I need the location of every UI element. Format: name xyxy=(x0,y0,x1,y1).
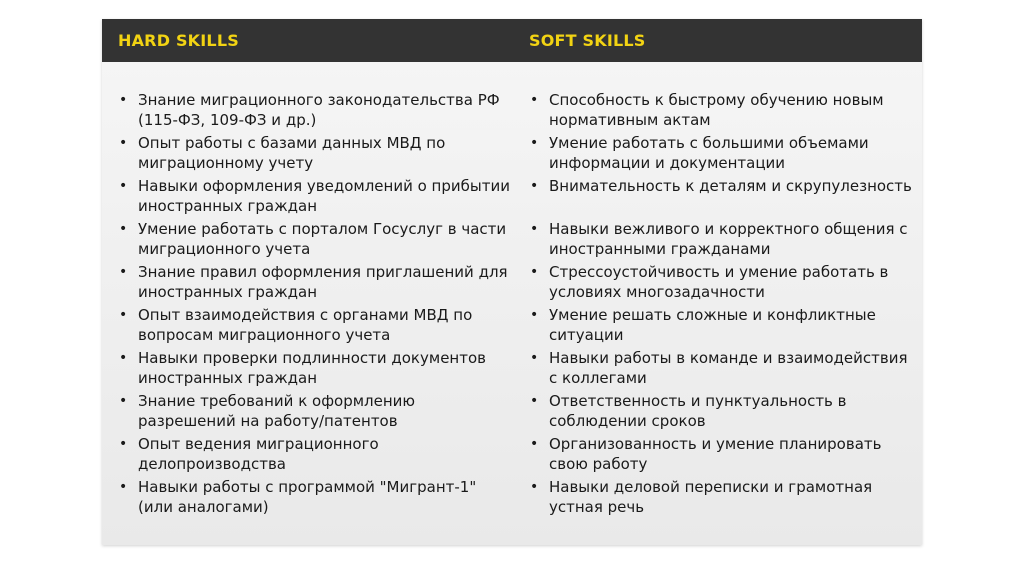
list-item-text: Способность к быстрому обучению новым нормативным актам xyxy=(549,91,884,129)
bullet-dot-icon: • xyxy=(530,264,539,280)
bullet-dot-icon: • xyxy=(119,393,128,409)
bullet-dot-icon: • xyxy=(530,393,539,409)
bullet-dot-icon: • xyxy=(530,178,539,194)
list-item xyxy=(118,177,513,216)
bullet-dot-icon: • xyxy=(119,479,128,495)
list-item xyxy=(118,306,513,345)
bullet-dot-icon: • xyxy=(530,92,539,108)
bullet-dot-icon: • xyxy=(530,135,539,151)
list-item-text: Опыт взаимодействия с органами МВД по вопросам миграционного учета xyxy=(138,306,473,344)
hard-skills-heading: HARD SKILLS xyxy=(118,31,239,50)
list-item xyxy=(529,263,914,302)
list-item xyxy=(529,91,914,130)
list-item xyxy=(529,306,914,345)
list-item xyxy=(118,349,513,388)
list-item xyxy=(529,177,914,216)
bullet-dot-icon: • xyxy=(119,178,128,194)
soft-skills-list xyxy=(529,91,914,521)
bullet-dot-icon: • xyxy=(119,92,128,108)
bullet-dot-icon: • xyxy=(119,436,128,452)
list-item xyxy=(118,435,513,474)
bullet-dot-icon: • xyxy=(530,436,539,452)
bullet-dot-icon: • xyxy=(119,264,128,280)
list-item-text: Опыт работы с базами данных МВД по миграционному учету xyxy=(138,134,446,172)
list-item-text: Навыки оформления уведомлений о прибытии иностранных граждан xyxy=(138,177,510,215)
list-item-text: Умение решать сложные и конфликтные ситуации xyxy=(549,306,876,344)
list-item-text: Умение работать с большими объемами информации и документации xyxy=(549,134,869,172)
hard-skills-list xyxy=(118,91,513,521)
bullet-dot-icon: • xyxy=(530,307,539,323)
list-item-text: Опыт ведения миграционного делопроизводства xyxy=(138,435,379,473)
list-item-text: Навыки вежливого и корректного общения с иностранными гражданами xyxy=(549,220,908,258)
bullet-dot-icon: • xyxy=(119,135,128,151)
bullet-dot-icon: • xyxy=(530,350,539,366)
list-item xyxy=(529,478,914,517)
list-item xyxy=(118,91,513,130)
list-item xyxy=(529,349,914,388)
skills-table xyxy=(102,19,922,545)
list-item xyxy=(529,435,914,474)
list-item xyxy=(118,392,513,431)
list-item-text: Знание миграционного законодательства РФ (115-ФЗ, 109-ФЗ и др.) xyxy=(138,91,500,129)
list-item-text: Внимательность к деталям и скрупулезность xyxy=(549,177,912,195)
bullet-dot-icon: • xyxy=(530,479,539,495)
list-item-text: Организованность и умение планировать свою работу xyxy=(549,435,882,473)
list-item-text: Стрессоустойчивость и умение работать в условиях многозадачности xyxy=(549,263,889,301)
list-item-text: Навыки работы в команде и взаимодействия с коллегами xyxy=(549,349,908,387)
list-item-text: Знание требований к оформлению разрешений на работу/патентов xyxy=(138,392,416,430)
list-item xyxy=(118,134,513,173)
soft-skills-heading: SOFT SKILLS xyxy=(529,31,646,50)
list-item-text: Навыки проверки подлинности документов иностранных граждан xyxy=(138,349,486,387)
list-item-text: Знание правил оформления приглашений для иностранных граждан xyxy=(138,263,508,301)
list-item xyxy=(529,220,914,259)
list-item xyxy=(529,392,914,431)
bullet-dot-icon: • xyxy=(119,350,128,366)
list-item-text: Навыки работы с программой "Мигрант-1" (или аналогами) xyxy=(138,478,477,516)
bullet-dot-icon: • xyxy=(530,221,539,237)
list-item-text: Навыки деловой переписки и грамотная устная речь xyxy=(549,478,873,516)
list-item-text: Ответственность и пунктуальность в соблюдении сроков xyxy=(549,392,847,430)
list-item-text: Умение работать с порталом Госуслуг в части миграционного учета xyxy=(138,220,507,258)
list-item xyxy=(118,263,513,302)
bullet-dot-icon: • xyxy=(119,307,128,323)
table-header xyxy=(102,19,922,62)
list-item xyxy=(529,134,914,173)
bullet-dot-icon: • xyxy=(119,221,128,237)
list-item xyxy=(118,220,513,259)
list-item xyxy=(118,478,513,517)
